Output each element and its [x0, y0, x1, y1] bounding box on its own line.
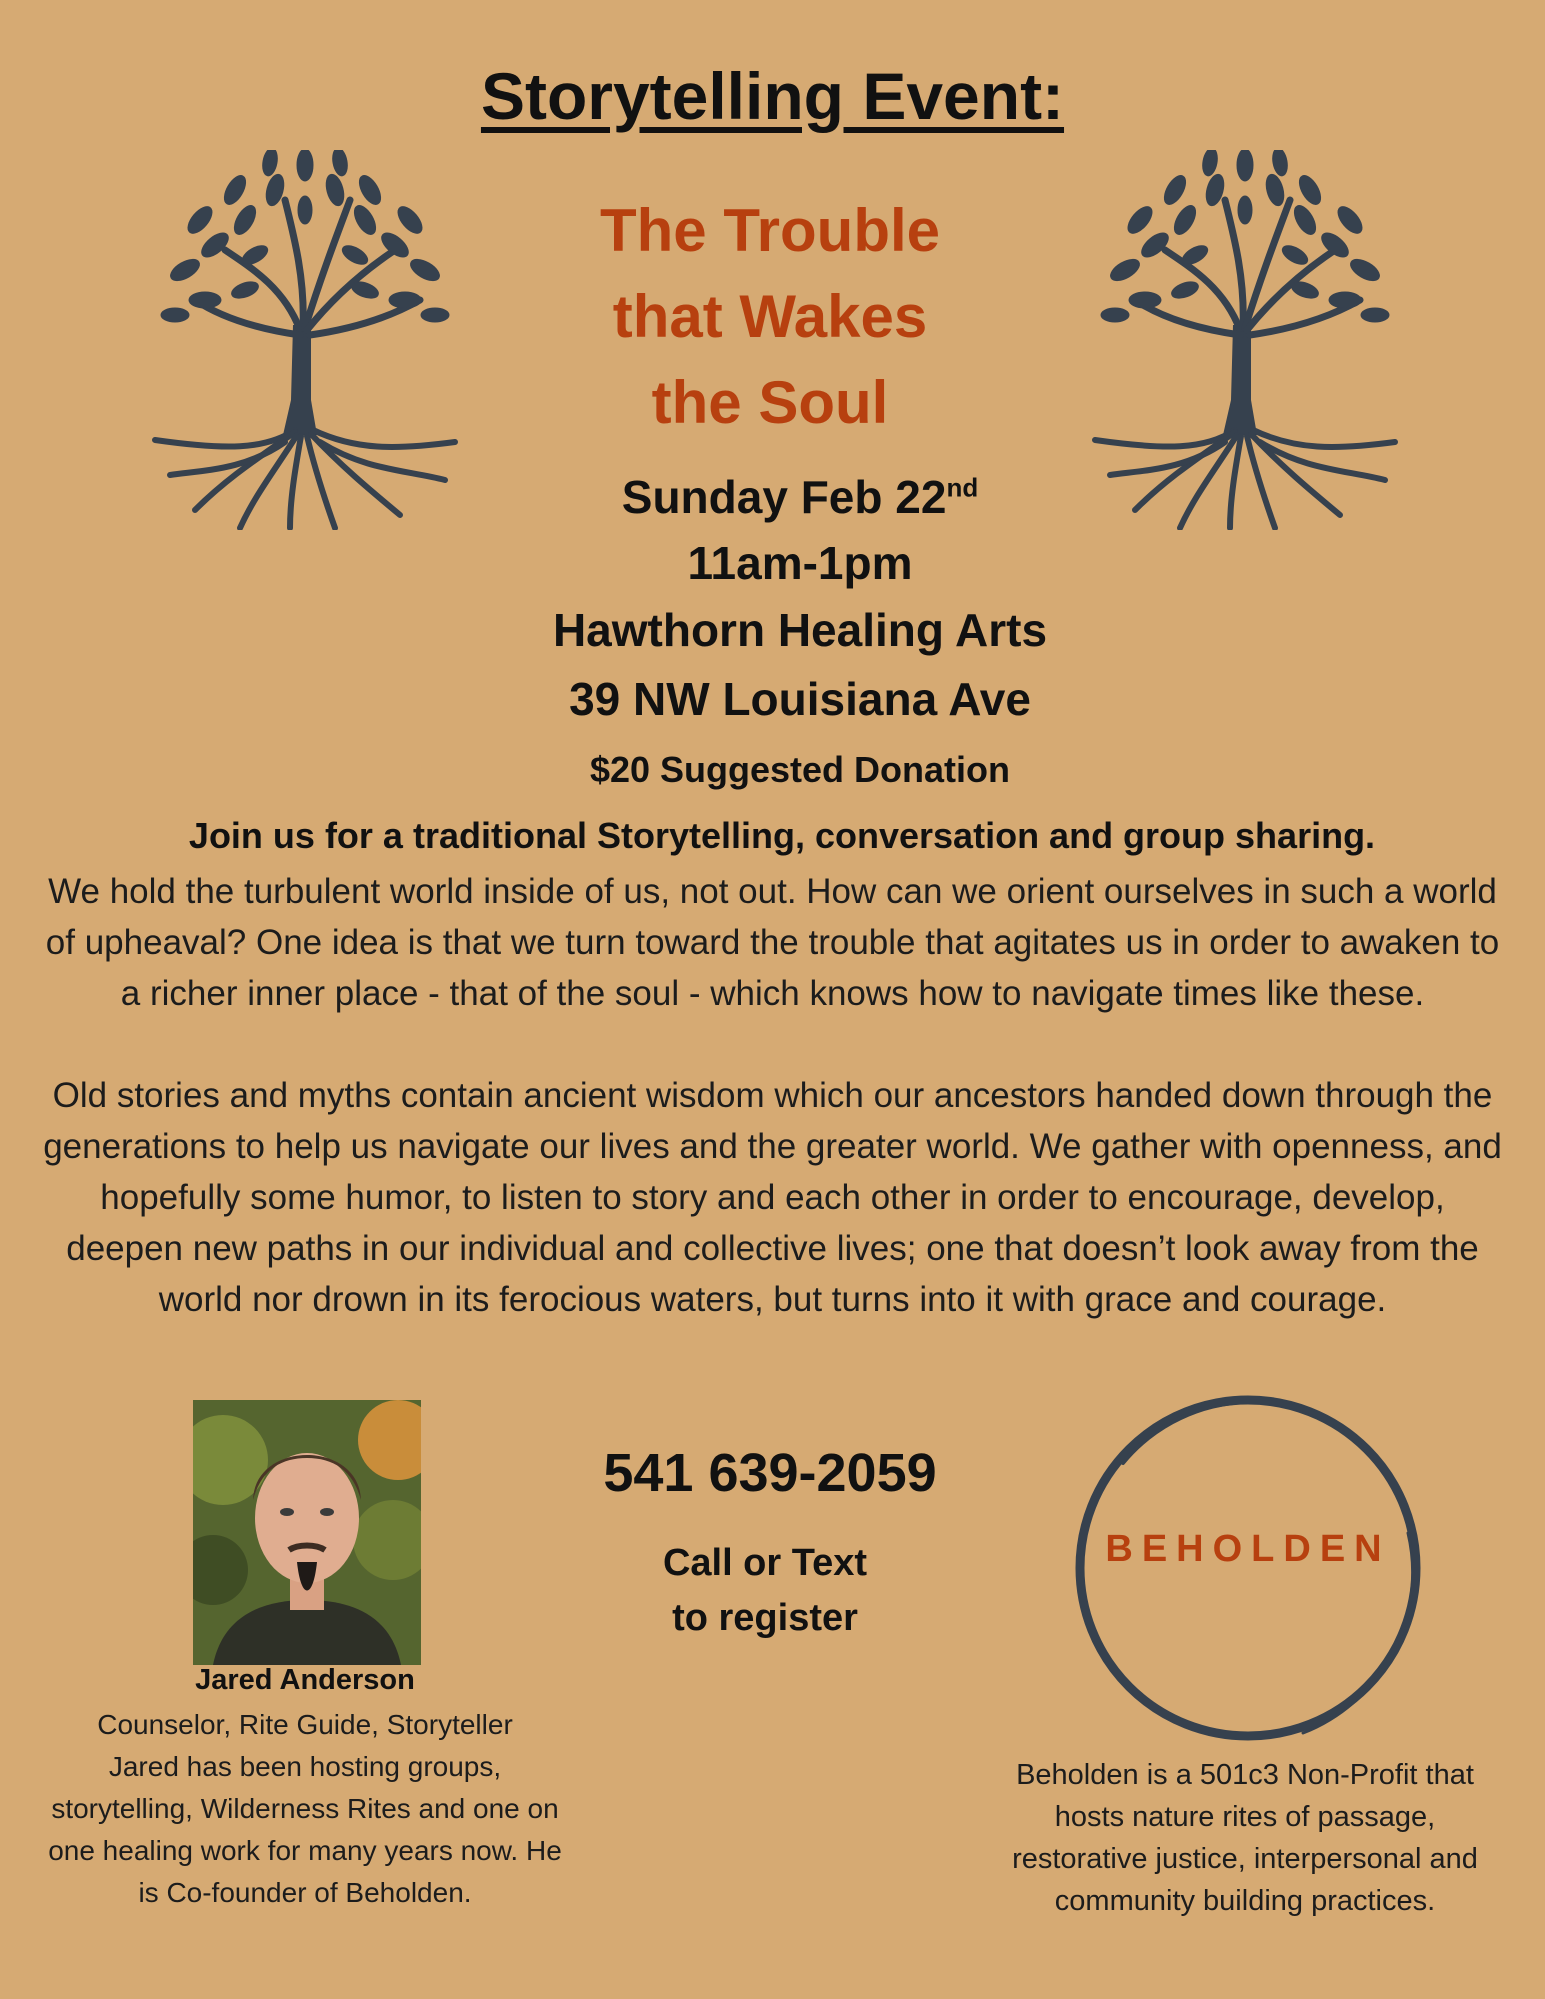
body-paragraph-1: We hold the turbulent world inside of us, not out. How can we orient ourselves in such a world of upheaval? One idea is that we turn toward the trouble that agitates us in order to awaken to a richer inner place - that of the soul - which knows how to navigate times like these.: [45, 872, 1500, 1013]
register-cta-line-2: to register: [672, 1597, 858, 1639]
phone-number: 541 639-2059: [603, 1443, 937, 1503]
event-donation: $20 Suggested Donation: [589, 749, 1011, 790]
event-date-suffix: nd: [946, 472, 979, 503]
host-role: Counselor, Rite Guide, Storyteller: [97, 1709, 513, 1740]
host-name: Jared Anderson: [195, 1664, 415, 1696]
title-line-3: the Soul: [651, 369, 889, 436]
event-time: 11am-1pm: [687, 537, 913, 589]
body-paragraph-2: Old stories and myths contain ancient wisdom which our ancestors handed down through the generations to help us navigate our lives and the greater world. We gather with openness, and hopefully some humor, to listen to story and each other in order to encourage, develop, deepen new paths in our individual and collective lives; one that doesn’t look away from the world nor drown in its ferocious waters, but turns into it with grace and courage.: [43, 1076, 1502, 1319]
tree-of-life-icon: [1085, 150, 1405, 530]
title-line-2: that Wakes: [612, 283, 928, 350]
register-cta: [560, 1536, 970, 1646]
tree-of-life-icon: [145, 150, 465, 530]
event-date-main: Sunday Feb 22: [621, 471, 947, 523]
register-cta-line-1: Call or Text: [662, 1542, 868, 1584]
organization-description: Beholden is a 501c3 Non-Profit that hosts nature rites of passage, restorative justice, interpersonal and community building practices.: [1012, 1759, 1478, 1917]
title-line-1: The Trouble: [599, 197, 941, 264]
event-title: [480, 188, 1060, 446]
event-venue: Hawthorn Healing Arts: [552, 604, 1048, 656]
logo-text: BEHOLDEN: [1105, 1528, 1391, 1570]
host-bio: Jared has been hosting groups, storytelling, Wilderness Rites and one on one healing work for many years now. He is Co-founder of Beholden.: [48, 1751, 562, 1908]
host-photo: [193, 1400, 421, 1665]
intro-text: Join us for a traditional Storytelling, conversation and group sharing.: [188, 815, 1376, 856]
event-heading: Storytelling Event:: [480, 59, 1065, 133]
event-address: 39 NW Louisiana Ave: [569, 673, 1031, 725]
event-date: [560, 470, 1040, 524]
